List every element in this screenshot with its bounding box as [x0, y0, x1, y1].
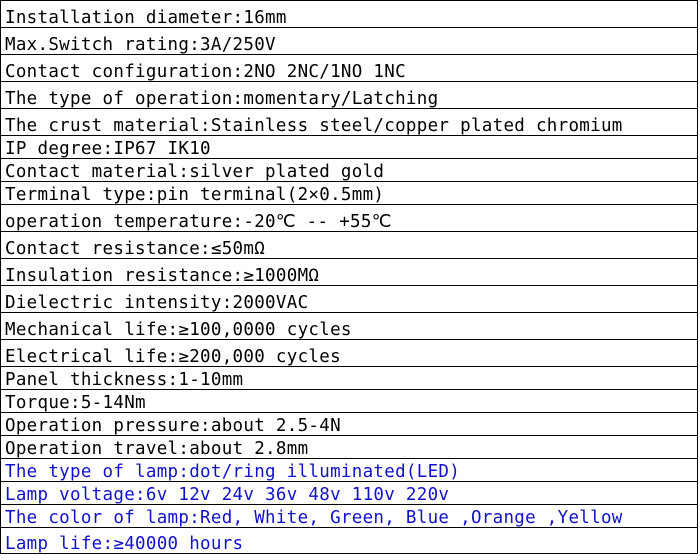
spec-cell: operation temperature:-20℃ -- +55℃	[1, 205, 698, 232]
spec-row-operation-temperature	[1, 205, 698, 232]
spec-row-crust-material	[1, 109, 698, 136]
spec-row-operation-travel	[1, 436, 698, 459]
spec-row-torque	[1, 390, 698, 413]
spec-cell: The type of lamp:dot/ring illuminated(LED)	[1, 459, 698, 482]
spec-cell: Electrical life:≥200,000 cycles	[1, 340, 698, 367]
spec-row-operation-pressure	[1, 413, 698, 436]
spec-row-mechanical-life	[1, 313, 698, 340]
spec-cell: Lamp life:≥40000 hours	[1, 528, 698, 554]
spec-cell: Max.Switch rating:3A/250V	[1, 28, 698, 55]
spec-cell: Contact configuration:2NO 2NC/1NO 1NC	[1, 55, 698, 82]
spec-cell: IP degree:IP67 IK10	[1, 136, 698, 159]
spec-row-ip-degree	[1, 136, 698, 159]
spec-row-contact-configuration	[1, 55, 698, 82]
spec-row-panel-thickness	[1, 367, 698, 390]
spec-row-contact-material	[1, 159, 698, 182]
spec-cell: Dielectric intensity:2000VAC	[1, 286, 698, 313]
spec-cell: Panel thickness:1-10mm	[1, 367, 698, 390]
spec-cell: Lamp voltage:6v 12v 24v 36v 48v 110v 220v	[1, 482, 698, 505]
spec-row-dielectric-intensity	[1, 286, 698, 313]
spec-cell: Installation diameter:16mm	[1, 1, 698, 28]
spec-row-terminal-type	[1, 182, 698, 205]
spec-row-insulation-resistance	[1, 259, 698, 286]
spec-row-lamp-life	[1, 528, 698, 554]
spec-cell: The type of operation:momentary/Latching	[1, 82, 698, 109]
spec-cell: Torque:5-14Nm	[1, 390, 698, 413]
spec-row-switch-rating	[1, 28, 698, 55]
spec-cell: Insulation resistance:≥1000MΩ	[1, 259, 698, 286]
spec-cell: Operation pressure:about 2.5-4N	[1, 413, 698, 436]
spec-cell: Terminal type:pin terminal(2×0.5mm)	[1, 182, 698, 205]
spec-row-contact-resistance	[1, 232, 698, 259]
spec-row-lamp-voltage	[1, 482, 698, 505]
spec-row-operation-type	[1, 82, 698, 109]
spec-cell: Mechanical life:≥100,0000 cycles	[1, 313, 698, 340]
spec-row-lamp-color	[1, 505, 698, 528]
spec-cell: Operation travel:about 2.8mm	[1, 436, 698, 459]
spec-cell: The crust material:Stainless steel/copper plated chromium	[1, 109, 698, 136]
spec-cell: Contact material:silver plated gold	[1, 159, 698, 182]
spec-row-electrical-life	[1, 340, 698, 367]
spec-row-installation-diameter	[1, 1, 698, 28]
spec-cell: Contact resistance:≤50mΩ	[1, 232, 698, 259]
spec-cell: The color of lamp:Red, White, Green, Blue ,Orange ,Yellow	[1, 505, 698, 528]
spec-row-lamp-type	[1, 459, 698, 482]
